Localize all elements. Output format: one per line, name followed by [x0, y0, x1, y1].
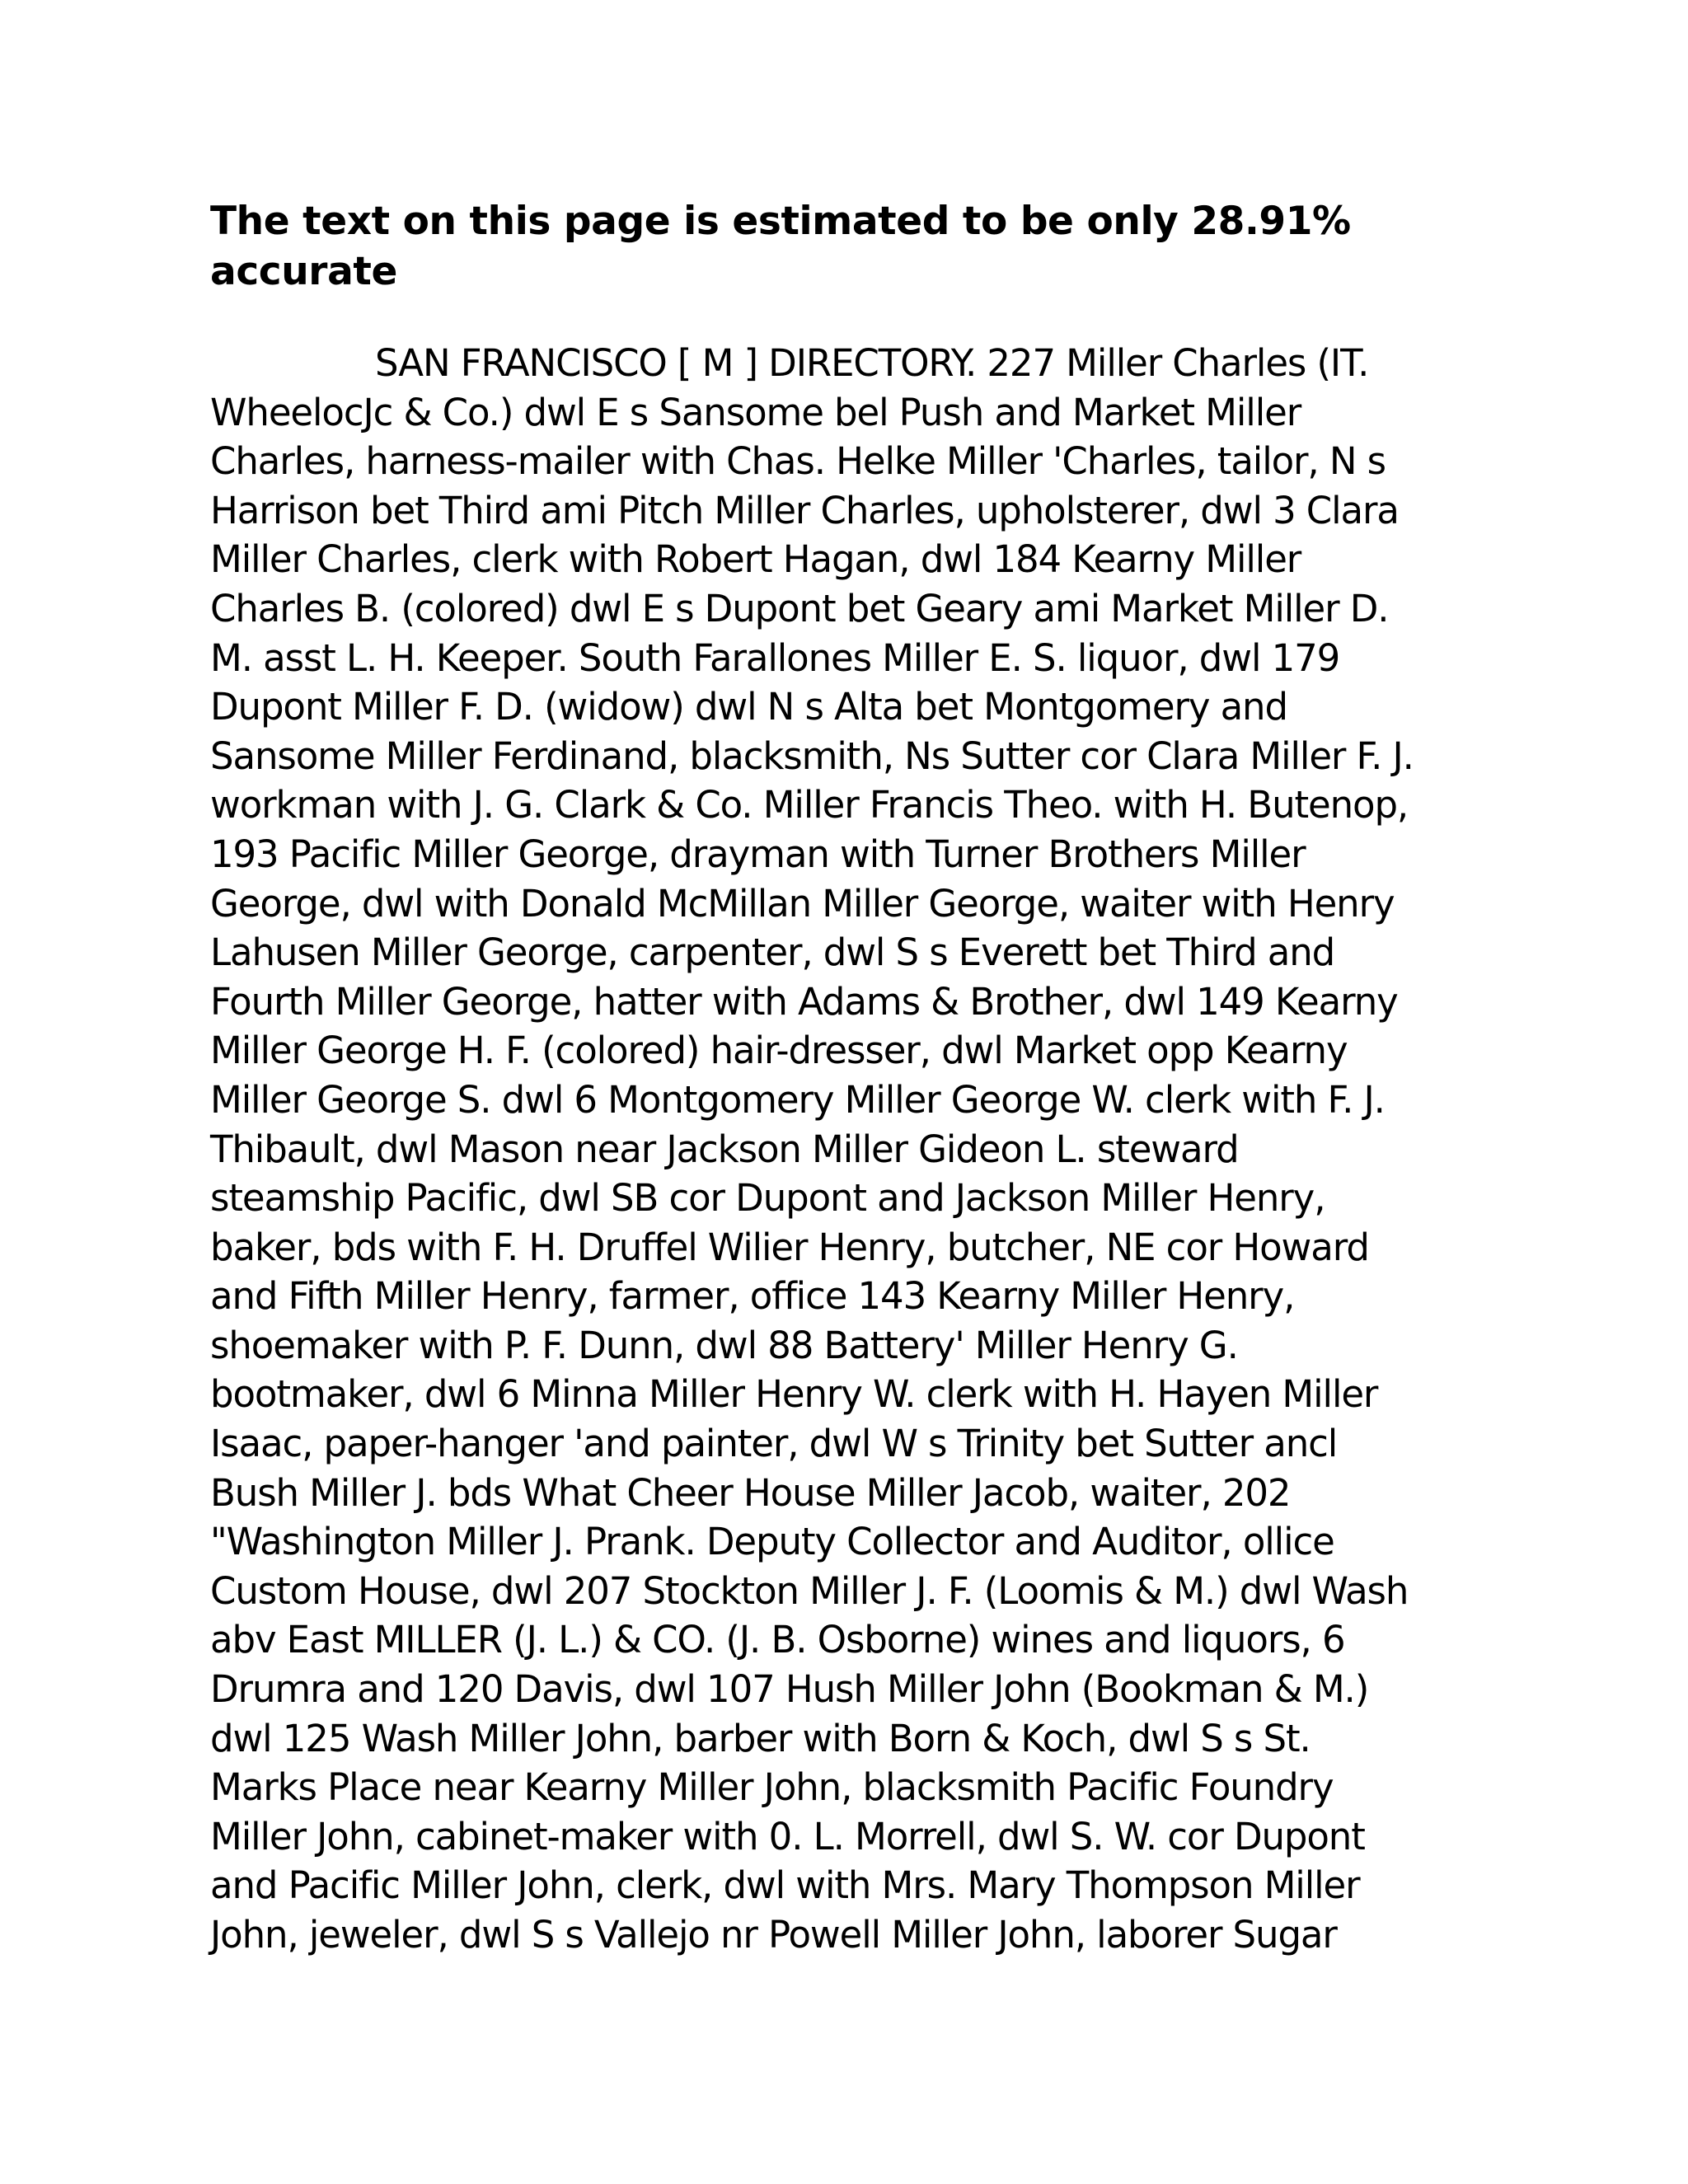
text-line: Lahusen Miller George, carpenter, dwl S s Everett bet Third and [210, 930, 1335, 975]
text-line: and Pacific Miller John, clerk, dwl with Mrs. Mary Thompson Miller [210, 1863, 1360, 1908]
text-line: Bush Miller J. bds What Cheer House Miller Jacob, waiter, 202 [210, 1470, 1291, 1515]
text-line: Harrison bet Third ami Pitch Miller Charles, upholsterer, dwl 3 Clara [210, 488, 1399, 532]
text-line: Fourth Miller George, hatter with Adams & Brother, dwl 149 Kearny [210, 979, 1398, 1024]
text-line: workman with J. G. Clark & Co. Miller Francis Theo. with H. Butenop, [210, 783, 1409, 827]
text-line: dwl 125 Wash Miller John, barber with Born & Koch, dwl S s St. [210, 1716, 1311, 1760]
text-line: Marks Place near Kearny Miller John, blacksmith Pacific Foundry [210, 1765, 1334, 1810]
text-line: baker, bds with F. H. Druffel Wilier Henry, butcher, NE cor Howard [210, 1225, 1369, 1269]
text-line: bootmaker, dwl 6 Minna Miller Henry W. clerk with H. Hayen Miller [210, 1372, 1378, 1417]
text-line: Sansome Miller Ferdinand, blacksmith, Ns Sutter cor Clara Miller F. J. [210, 733, 1414, 778]
text-line: John, jeweler, dwl S s Vallejo nr Powell Miller John, laborer Sugar [210, 1913, 1337, 1957]
text-line: Miller George H. F. (colored) hair-dresser, dwl Market opp Kearny [210, 1029, 1348, 1073]
accuracy-heading-line-1: The text on this page is estimated to be only 28.91% [210, 199, 1351, 244]
text-line: "Washington Miller J. Prank. Deputy Collector and Auditor, ollice [210, 1520, 1334, 1564]
text-line: Isaac, paper-hanger 'and painter, dwl W s Trinity bet Sutter ancl [210, 1422, 1338, 1466]
text-line: Miller George S. dwl 6 Montgomery Miller George W. clerk with F. J. [210, 1077, 1385, 1122]
accuracy-heading [210, 196, 1496, 297]
text-line: steamship Pacific, dwl SB cor Dupont and Jackson Miller Henry, [210, 1176, 1325, 1221]
text-line: Thibault, dwl Mason near Jackson Miller Gideon L. steward [210, 1127, 1239, 1171]
text-line: Charles B. (colored) dwl E s Dupont bet Geary ami Market Miller D. [210, 586, 1389, 630]
text-line: shoemaker with P. F. Dunn, dwl 88 Battery' Miller Henry G. [210, 1323, 1238, 1367]
accuracy-heading-line-2: accurate [210, 249, 397, 294]
text-line: 193 Pacific Miller George, drayman with Turner Brothers Miller [210, 832, 1306, 876]
text-line: Charles, harness-mailer with Chas. Helke Miller 'Charles, tailor, N s [210, 439, 1386, 484]
ocr-body-text [210, 339, 1479, 1960]
text-line: M. asst L. H. Keeper. South Farallones Miller E. S. liquor, dwl 179 [210, 635, 1340, 680]
text-line: Dupont Miller F. D. (widow) dwl N s Alta bet Montgomery and [210, 685, 1287, 729]
text-line: abv East MILLER (J. L.) & CO. (J. B. Osborne) wines and liquors, 6 [210, 1618, 1345, 1662]
text-line: SAN FRANCISCO [ M ] DIRECTORY. 227 Miller Charles (IT. [375, 341, 1369, 385]
text-line: WheelocJc & Co.) dwl E s Sansome bel Push and Market Miller [210, 390, 1301, 434]
text-line: Miller Charles, clerk with Robert Hagan, dwl 184 Kearny Miller [210, 537, 1301, 582]
text-line: Custom House, dwl 207 Stockton Miller J. F. (Loomis & M.) dwl Wash [210, 1568, 1409, 1613]
text-line: and Fifth Miller Henry, farmer, office 143 Kearny Miller Henry, [210, 1274, 1295, 1319]
text-line: Miller John, cabinet-maker with 0. L. Morrell, dwl S. W. cor Dupont [210, 1814, 1365, 1858]
text-line: George, dwl with Donald McMillan Miller George, waiter with Henry [210, 881, 1395, 926]
text-line: Drumra and 120 Davis, dwl 107 Hush Miller John (Bookman & M.) [210, 1667, 1369, 1712]
